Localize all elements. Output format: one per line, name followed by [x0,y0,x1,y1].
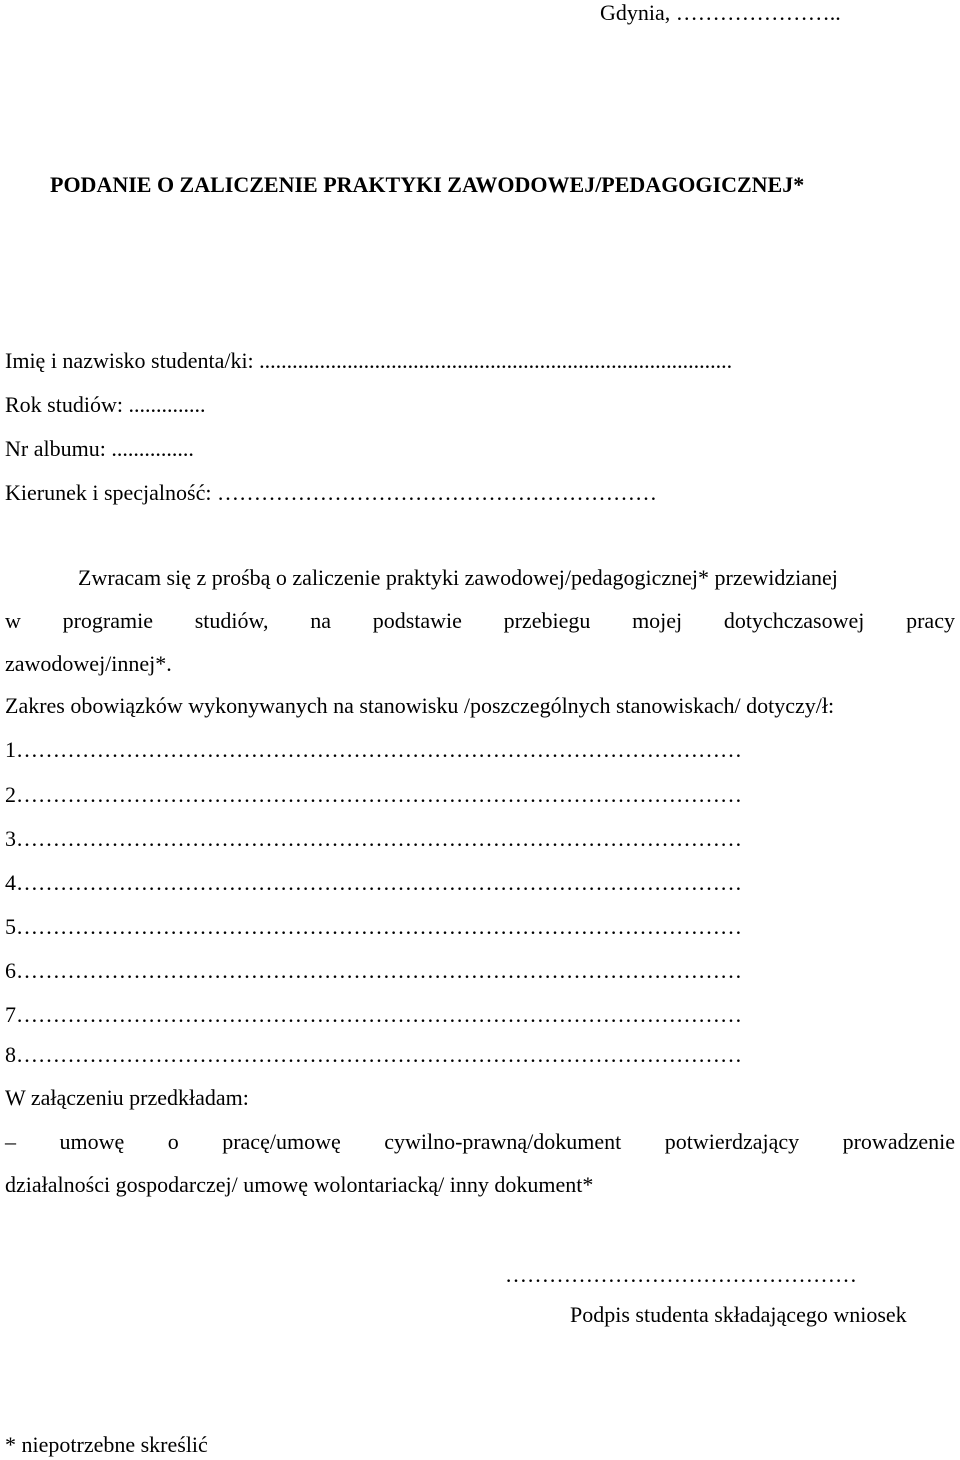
duties-intro: Zakres obowiązków wykonywanych na stanowisku /poszczególnych stanowiskach/ dotyczy/ł: [5,693,835,718]
request-word: mojej [632,608,683,633]
attachment-word: cywilno-prawną/dokument [384,1129,622,1154]
direction-field: Kierunek i specjalność: …………………………………………………… [5,480,657,505]
attachments-line-2: działalności gospodarczej/ umowę wolontariacką/ inny dokument* [5,1172,594,1197]
request-line-2 [5,608,955,634]
request-word: na [310,608,331,633]
duty-item-3: 3……………………………………………………………………………………… [5,826,742,851]
request-line-1: Zwracam się z prośbą o zaliczenie praktyki zawodowej/pedagogicznej* przewidzianej [78,565,838,590]
request-word: pracy [906,608,955,633]
duty-item-4: 4……………………………………………………………………………………… [5,870,742,895]
attachment-word: potwierdzający [664,1129,800,1154]
attachment-word: umowę [59,1129,125,1154]
attachment-word: pracę/umowę [222,1129,341,1154]
request-word: w [5,608,21,633]
album-number-field: Nr albumu: ............... [5,436,194,461]
study-year-field: Rok studiów: .............. [5,392,206,417]
place-date: Gdynia, ………………….. [600,0,841,25]
student-name-field: Imię i nazwisko studenta/ki: ...................................................................................... [5,348,733,373]
duty-item-5: 5……………………………………………………………………………………… [5,914,742,939]
attachments-line-1 [5,1129,955,1155]
duty-item-8: 8……………………………………………………………………………………… [5,1042,742,1067]
request-word: dotychczasowej [723,608,865,633]
request-word: podstawie [372,608,462,633]
attachment-word: prowadzenie [842,1129,955,1154]
attachments-intro: W załączeniu przedkładam: [5,1085,249,1110]
request-word: programie [62,608,154,633]
document-title: PODANIE O ZALICZENIE PRAKTYKI ZAWODOWEJ/PEDAGOGICZNEJ* [50,172,805,197]
duty-item-6: 6……………………………………………………………………………………… [5,958,742,983]
duty-item-1: 1……………………………………………………………………………………… [5,737,742,762]
footnote: * niepotrzebne skreślić [5,1432,208,1457]
request-word: przebiegu [503,608,591,633]
request-line-3: zawodowej/innej*. [5,651,172,676]
duty-item-7: 7……………………………………………………………………………………… [5,1002,742,1027]
signature-line: ………………………………………… [505,1262,857,1287]
duty-item-2: 2……………………………………………………………………………………… [5,782,742,807]
request-word: studiów, [194,608,269,633]
attachment-word: – [5,1129,16,1154]
signature-label: Podpis studenta składającego wniosek [570,1302,907,1327]
attachment-word: o [167,1129,179,1154]
